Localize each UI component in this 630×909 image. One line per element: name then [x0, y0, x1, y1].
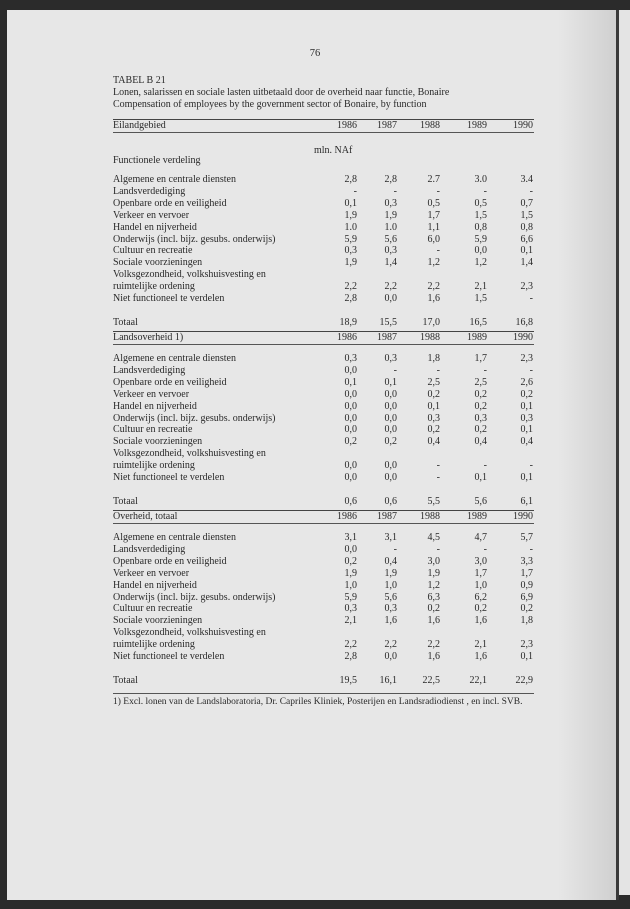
cell-value: 5,9	[344, 233, 357, 245]
table-title-en: Compensation of employees by the government sector of Bonaire, by function	[113, 99, 427, 110]
cell-value: 2,2	[427, 281, 440, 293]
cell-value: 2,8	[344, 293, 357, 304]
table-row	[113, 365, 534, 377]
cell-value: 0,0	[344, 460, 357, 472]
cell-value: 0,1	[344, 197, 357, 209]
row-label: ruimtelijke ordening	[113, 460, 195, 472]
row-label: Sociale voorzieningen	[113, 257, 203, 269]
cell-value: 0,1	[520, 424, 533, 436]
cell-value: -	[436, 245, 440, 257]
year-header: 1990	[513, 511, 533, 522]
cell-value: 2,3	[520, 281, 533, 293]
cell-value: 0,0	[474, 245, 487, 257]
row-label: Volksgezondheid, volkshuisvesting en	[113, 627, 266, 639]
cell-value: 0,3	[384, 197, 397, 209]
cell-value: 0,2	[427, 388, 440, 400]
row-label: Volksgezondheid, volkshuisvesting en	[113, 448, 266, 460]
cell-value: 1,9	[344, 257, 357, 269]
cell-value: 0,0	[384, 424, 397, 436]
cell-value: 1,6	[427, 293, 440, 304]
row-label: ruimtelijke ordening	[113, 639, 195, 651]
cell-value: 0,3	[384, 245, 397, 257]
cell-value: 1,9	[344, 567, 357, 579]
cell-value: 0,4	[474, 436, 487, 448]
cell-value: 16,1	[379, 674, 397, 686]
row-label: Handel en nijverheid	[113, 400, 197, 412]
unit-label: mln. NAf	[314, 145, 353, 156]
table-row	[113, 210, 534, 222]
table-row	[113, 603, 534, 615]
row-label: Cultuur en recreatie	[113, 424, 193, 436]
cell-value: -	[529, 293, 533, 304]
row-label: Openbare orde en veiligheid	[113, 555, 227, 567]
page-edge-shadow	[557, 10, 617, 900]
cell-value: 1,6	[474, 615, 487, 627]
cell-value: 1.0	[344, 221, 357, 233]
cell-value: -	[436, 460, 440, 472]
cell-value: 6,9	[520, 591, 533, 603]
year-header: 1988	[420, 511, 440, 522]
row-label: Onderwijs (incl. bijz. gesubs. onderwijs)	[113, 412, 276, 424]
cell-value: 0,4	[427, 436, 440, 448]
row-label: Totaal	[113, 316, 138, 328]
row-label: Cultuur en recreatie	[113, 603, 193, 615]
row-label: Totaal	[113, 495, 138, 507]
row-label: Verkeer en vervoer	[113, 209, 190, 221]
table-row	[113, 532, 534, 544]
cell-value: 6,3	[427, 591, 440, 603]
cell-value: 0,1	[520, 245, 533, 257]
cell-value: 0,0	[384, 651, 397, 662]
cell-value: 3,1	[344, 532, 357, 543]
table-row	[113, 651, 534, 663]
row-label: Algemene en centrale diensten	[113, 353, 236, 364]
section-name: Landsoverheid 1)	[113, 332, 184, 343]
cell-value: 18,9	[339, 316, 357, 328]
section-header-rule	[113, 344, 534, 345]
total-row	[113, 675, 534, 687]
cell-value: 1,2	[474, 257, 487, 269]
cell-value: 1,2	[427, 579, 440, 591]
cell-value: -	[529, 543, 533, 555]
cell-value: 0,2	[474, 400, 487, 412]
row-label: Verkeer en vervoer	[113, 567, 190, 579]
table-row	[113, 186, 534, 198]
cell-value: 0,0	[344, 400, 357, 412]
cell-value: 0,1	[344, 376, 357, 388]
cell-value: 5,6	[384, 591, 397, 603]
cell-value: 1,7	[474, 353, 487, 364]
cell-value: 0,9	[520, 579, 533, 591]
cell-value: 0,0	[344, 412, 357, 424]
cell-value: 1,4	[384, 257, 397, 269]
row-label: Sociale voorzieningen	[113, 436, 203, 448]
cell-value: 6,2	[474, 591, 487, 603]
cell-value: 0,2	[474, 603, 487, 615]
table-bottom-rule	[113, 693, 534, 694]
section-name: Eilandgebied	[113, 120, 166, 131]
cell-value: 1,8	[520, 615, 533, 627]
table-row	[113, 245, 534, 257]
cell-value: 0,3	[520, 412, 533, 424]
year-header: 1988	[420, 332, 440, 343]
section-header-row	[113, 511, 534, 523]
table-row	[113, 472, 534, 484]
table-row	[113, 269, 534, 281]
section-header-row	[113, 120, 534, 132]
cell-value: 1,2	[427, 257, 440, 269]
cell-value: -	[529, 185, 533, 197]
year-header: 1988	[420, 120, 440, 131]
cell-value: 0,8	[520, 221, 533, 233]
table-row	[113, 257, 534, 269]
cell-value: 22,1	[469, 674, 487, 686]
table-row	[113, 639, 534, 651]
cell-value: 0,0	[384, 293, 397, 304]
cell-value: -	[529, 460, 533, 472]
cell-value: 1,8	[427, 353, 440, 364]
cell-value: 2,2	[384, 281, 397, 293]
cell-value: 0,3	[384, 603, 397, 615]
cell-value: 2,5	[474, 376, 487, 388]
cell-value: 5,5	[427, 495, 440, 507]
row-label: Niet functioneel te verdelen	[113, 651, 225, 662]
cell-value: 0,0	[344, 388, 357, 400]
cell-value: 0,4	[384, 555, 397, 567]
cell-value: 0,3	[384, 353, 397, 364]
row-label: Cultuur en recreatie	[113, 245, 193, 257]
year-header: 1987	[377, 332, 397, 343]
table-id: TABEL B 21	[113, 75, 166, 86]
row-label: Landsverdediging	[113, 543, 186, 555]
cell-value: 3,3	[520, 555, 533, 567]
cell-value: 2,2	[384, 639, 397, 651]
row-label: Niet functioneel te verdelen	[113, 293, 225, 304]
cell-value: 1,4	[520, 257, 533, 269]
row-label: Onderwijs (incl. bijz. gesubs. onderwijs)	[113, 591, 276, 603]
table-title-nl: Lonen, salarissen en sociale lasten uitbetaald door de overheid naar functie, Bonaire	[113, 87, 450, 98]
cell-value: 5,9	[474, 233, 487, 245]
cell-value: -	[436, 543, 440, 555]
cell-value: 4,7	[474, 532, 487, 543]
subheading: Functionele verdeling	[113, 155, 201, 166]
table-row	[113, 460, 534, 472]
cell-value: 6,0	[427, 233, 440, 245]
cell-value: 0,2	[427, 424, 440, 436]
cell-value: 0,4	[520, 436, 533, 448]
total-row	[113, 317, 534, 329]
cell-value: 3,1	[384, 532, 397, 543]
year-header: 1987	[377, 511, 397, 522]
cell-value: 0,2	[520, 603, 533, 615]
cell-value: 0,2	[474, 388, 487, 400]
cell-value: -	[483, 364, 487, 376]
cell-value: -	[483, 460, 487, 472]
cell-value: 3,0	[474, 555, 487, 567]
table-row	[113, 401, 534, 413]
cell-value: 1,9	[384, 567, 397, 579]
table-row	[113, 568, 534, 580]
year-header: 1990	[513, 120, 533, 131]
table-row	[113, 198, 534, 210]
cell-value: 2,2	[344, 639, 357, 651]
section-header-rule	[113, 132, 534, 133]
page-number: 76	[309, 48, 321, 59]
cell-value: -	[436, 185, 440, 197]
table-row	[113, 389, 534, 401]
cell-value: 6,1	[520, 495, 533, 507]
cell-value: 0,3	[427, 412, 440, 424]
table-row	[113, 293, 534, 305]
cell-value: 1,7	[474, 567, 487, 579]
year-header: 1990	[513, 332, 533, 343]
cell-value: 16,8	[515, 316, 533, 328]
cell-value: -	[436, 364, 440, 376]
cell-value: 1,6	[427, 615, 440, 627]
cell-value: 19,5	[339, 674, 357, 686]
cell-value: 0,0	[384, 388, 397, 400]
cell-value: 1,9	[344, 209, 357, 221]
cell-value: 22,5	[422, 674, 440, 686]
cell-value: 0,1	[520, 472, 533, 483]
row-label: Handel en nijverheid	[113, 221, 197, 233]
cell-value: -	[483, 185, 487, 197]
cell-value: 0,6	[384, 495, 397, 507]
row-label: Landsverdediging	[113, 185, 186, 197]
cell-value: 0,0	[344, 364, 357, 376]
cell-value: 0,6	[344, 495, 357, 507]
total-row	[113, 496, 534, 508]
cell-value: 1,6	[427, 651, 440, 662]
year-header: 1989	[467, 120, 487, 131]
cell-value: 0,0	[344, 543, 357, 555]
cell-value: 0,8	[474, 221, 487, 233]
cell-value: 0,2	[427, 603, 440, 615]
cell-value: 1,5	[474, 293, 487, 304]
cell-value: -	[393, 543, 397, 555]
cell-value: 2,5	[427, 376, 440, 388]
cell-value: -	[483, 543, 487, 555]
table-row	[113, 174, 534, 186]
cell-value: -	[353, 185, 357, 197]
cell-value: 6,6	[520, 233, 533, 245]
row-label: Handel en nijverheid	[113, 579, 197, 591]
cell-value: 0,0	[344, 472, 357, 483]
cell-value: 0,1	[384, 376, 397, 388]
cell-value: 0,3	[344, 603, 357, 615]
year-header: 1986	[337, 511, 357, 522]
cell-value: 0,1	[520, 400, 533, 412]
table-row	[113, 436, 534, 448]
table-row	[113, 580, 534, 592]
table-row	[113, 424, 534, 436]
cell-value: 5,9	[344, 591, 357, 603]
cell-value: 1,5	[520, 209, 533, 221]
cell-value: 2,1	[474, 639, 487, 651]
table-row	[113, 353, 534, 365]
section-header-rule	[113, 523, 534, 524]
row-label: Niet functioneel te verdelen	[113, 472, 225, 483]
next-page-edge	[619, 10, 630, 895]
row-label: Landsverdediging	[113, 364, 186, 376]
cell-value: 1,7	[520, 567, 533, 579]
cell-value: 3,0	[427, 555, 440, 567]
cell-value: 0,0	[384, 472, 397, 483]
cell-value: 0,2	[344, 555, 357, 567]
year-header: 1986	[337, 332, 357, 343]
cell-value: 3.4	[520, 174, 533, 185]
table-row	[113, 234, 534, 246]
cell-value: 3.0	[474, 174, 487, 185]
table-row	[113, 281, 534, 293]
cell-value: 4,5	[427, 532, 440, 543]
cell-value: 2,2	[427, 639, 440, 651]
row-label: Volksgezondheid, volkshuisvesting en	[113, 269, 266, 281]
row-label: ruimtelijke ordening	[113, 281, 195, 293]
row-label: Verkeer en vervoer	[113, 388, 190, 400]
cell-value: 0,0	[384, 400, 397, 412]
cell-value: 0,0	[344, 424, 357, 436]
table-row	[113, 544, 534, 556]
cell-value: 5,7	[520, 532, 533, 543]
year-header: 1989	[467, 332, 487, 343]
row-label: Openbare orde en veiligheid	[113, 376, 227, 388]
year-header: 1989	[467, 511, 487, 522]
table-row	[113, 448, 534, 460]
year-header: 1986	[337, 120, 357, 131]
cell-value: 0,2	[344, 436, 357, 448]
cell-value: 1,0	[344, 579, 357, 591]
cell-value: 1,9	[384, 209, 397, 221]
cell-value: 2,3	[520, 639, 533, 651]
cell-value: 1,6	[384, 615, 397, 627]
cell-value: 2,3	[520, 353, 533, 364]
footnote: 1) Excl. lonen van de Landslaboratoria, Dr. Capriles Kliniek, Posterijen en Landsradiodienst , en incl. SVB.	[113, 697, 523, 707]
cell-value: 0,5	[427, 197, 440, 209]
table-row	[113, 556, 534, 568]
cell-value: 15,5	[379, 316, 397, 328]
cell-value: 0,0	[384, 412, 397, 424]
table-row	[113, 413, 534, 425]
section-header-row	[113, 332, 534, 344]
cell-value: 0,1	[427, 400, 440, 412]
cell-value: -	[393, 364, 397, 376]
cell-value: 1,0	[384, 579, 397, 591]
row-label: Onderwijs (incl. bijz. gesubs. onderwijs)	[113, 233, 276, 245]
cell-value: 2,6	[520, 376, 533, 388]
cell-value: 1,0	[474, 579, 487, 591]
cell-value: 2,8	[344, 174, 357, 185]
cell-value: -	[436, 472, 440, 483]
cell-value: 1,6	[474, 651, 487, 662]
cell-value: -	[393, 185, 397, 197]
cell-value: -	[529, 364, 533, 376]
cell-value: 5,6	[474, 495, 487, 507]
table-row	[113, 377, 534, 389]
cell-value: 0,3	[474, 412, 487, 424]
cell-value: 1,9	[427, 567, 440, 579]
cell-value: 0,2	[384, 436, 397, 448]
cell-value: 2,8	[384, 174, 397, 185]
cell-value: 2,1	[344, 615, 357, 627]
row-label: Openbare orde en veiligheid	[113, 197, 227, 209]
cell-value: 0,1	[520, 651, 533, 662]
cell-value: 22,9	[515, 674, 533, 686]
section-name: Overheid, totaal	[113, 511, 178, 522]
row-label: Algemene en centrale diensten	[113, 532, 236, 543]
row-label: Algemene en centrale diensten	[113, 174, 236, 185]
cell-value: 0,2	[520, 388, 533, 400]
year-header: 1987	[377, 120, 397, 131]
row-label: Totaal	[113, 674, 138, 686]
cell-value: 1,1	[427, 221, 440, 233]
cell-value: 0,3	[344, 353, 357, 364]
cell-value: 1,5	[474, 209, 487, 221]
cell-value: 2,1	[474, 281, 487, 293]
cell-value: 0,5	[474, 197, 487, 209]
cell-value: 0,1	[474, 472, 487, 483]
cell-value: 16,5	[469, 316, 487, 328]
cell-value: 2.7	[427, 174, 440, 185]
cell-value: 1,7	[427, 209, 440, 221]
cell-value: 5,6	[384, 233, 397, 245]
cell-value: 0,3	[344, 245, 357, 257]
cell-value: 17,0	[422, 316, 440, 328]
cell-value: 1.0	[384, 221, 397, 233]
row-label: Sociale voorzieningen	[113, 615, 203, 627]
table-row	[113, 222, 534, 234]
cell-value: 2,2	[344, 281, 357, 293]
cell-value: 0,2	[474, 424, 487, 436]
cell-value: 0,7	[520, 197, 533, 209]
table-row	[113, 615, 534, 627]
cell-value: 2,8	[344, 651, 357, 662]
cell-value: 0,0	[384, 460, 397, 472]
table-row	[113, 627, 534, 639]
table-row	[113, 592, 534, 604]
